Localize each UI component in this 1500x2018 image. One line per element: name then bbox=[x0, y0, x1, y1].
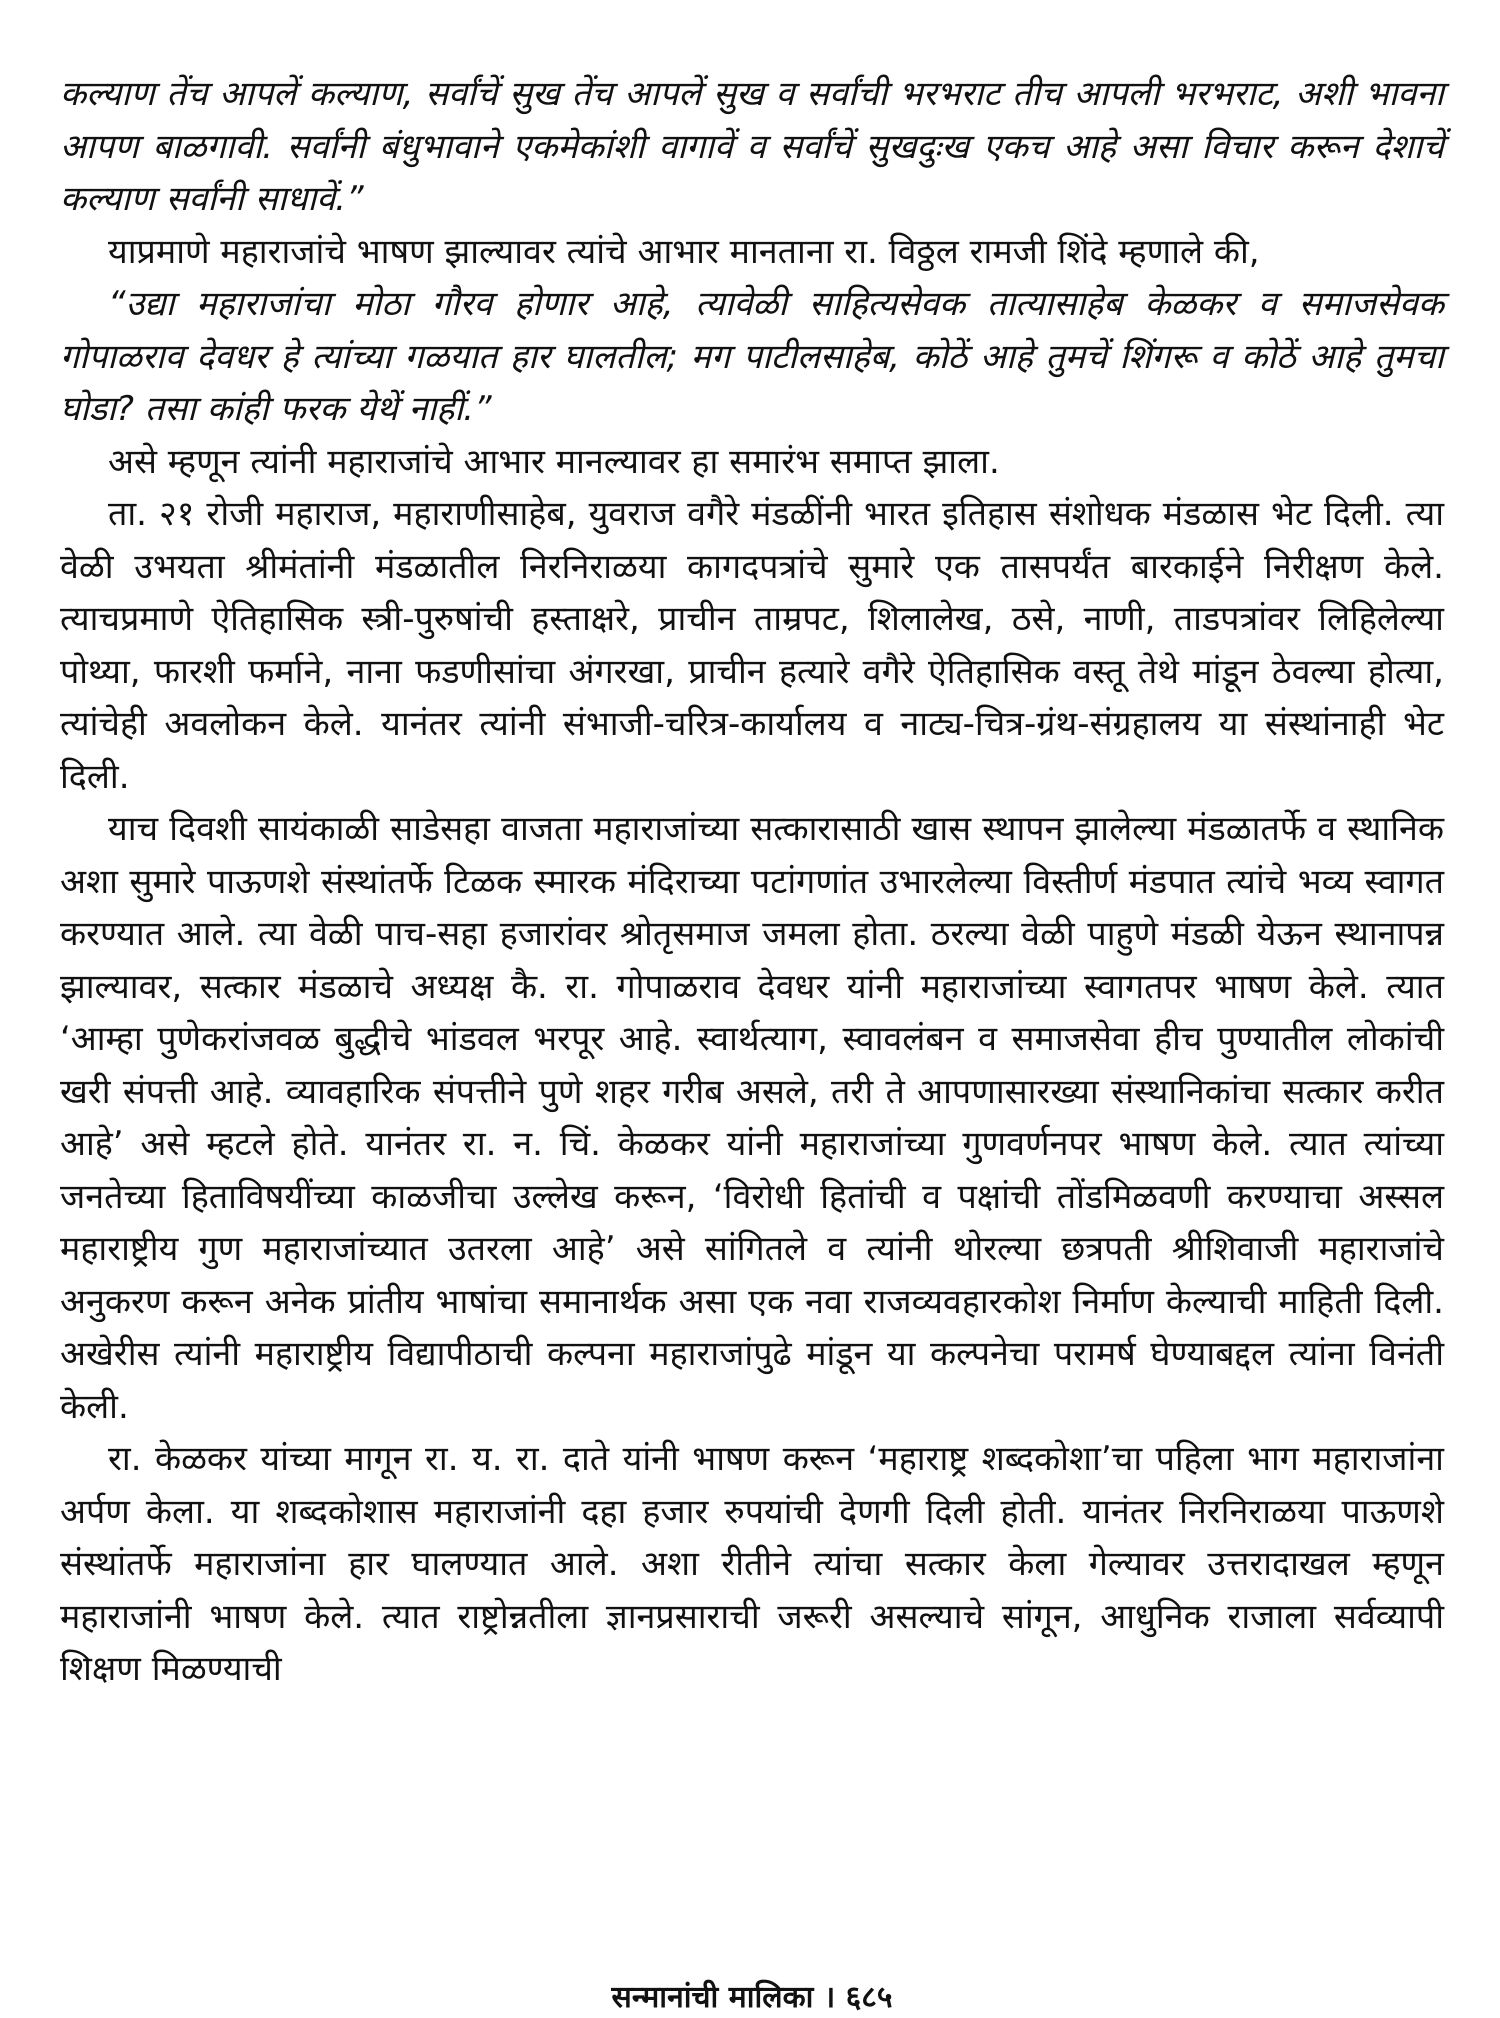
page-footer: सन्मानांची मालिका । ६८५ bbox=[611, 1980, 893, 2015]
paragraph-history-mandal-visit: ता. २१ रोजी महाराज, महाराणीसाहेब, युवराज वगैरे मंडळींनी भारत इतिहास संशोधक मंडळास भेट दिली. त्या वेळी उभयता श्रीमंतांनी मंडळातील निरनिराळया कागदपत्रांचे सुमारे एक तासपर्यंत बारकाईने निरीक्षण केले. त्याचप्रमाणे ऐतिहासिक स्त्री-पुरुषांची हस्ताक्षरे, प्राचीन ताम्रपट, शिलालेख, ठसे, नाणी, ताडपत्रांवर लिहिलेल्या पोथ्या, फारशी फर्माने, नाना फडणीसांचा अंगरखा, प्राचीन हत्यारे वगैरे ऐतिहासिक वस्तू तेथे मांडून ठेवल्या होत्या, त्यांचेही अवलोकन केले. यानंतर त्यांनी संभाजी-चरित्र-कार्यालय व नाट्य-चित्र-ग्रंथ-संग्रहालय या संस्थांनाही भेट दिली. bbox=[60, 494, 1444, 797]
document-page bbox=[60, 68, 1444, 2015]
paragraph-dictionary-dedication: रा. केळकर यांच्या मागून रा. य. रा. दाते यांनी भाषण करून ‘महाराष्ट्र शब्दकोशा’चा पहिला भाग महाराजांना अर्पण केला. या शब्दकोशास महाराजांनी दहा हजार रुपयांची देणगी दिली होती. यानंतर निरनिराळया पाऊणशे संस्थांतर्फे महाराजांना हार घालण्यात आले. अशा रीतीने त्यांचा सत्कार केला गेल्यावर उत्तरादाखल म्हणून महाराजांनी भाषण केले. त्यात राष्ट्रोन्नतीला ज्ञानप्रसाराची जरूरी असल्याचे सांगून, आधुनिक राजाला सर्वव्यापी शिक्षण मिळण्याची bbox=[60, 1439, 1444, 1689]
quote-shinde: “उद्या महाराजांचा मोठा गौरव होणार आहे, त्यावेळी साहित्यसेवक तात्यासाहेब केळकर व समाजसेवक गोपाळराव देवधर हे त्यांच्या गळयात हार घालतील; मग पाटीलसाहेब, कोठें आहे तुमचें शिंगरू व कोठें आहे तुमचा घोडा? तसा कांही फरक येथें नाहीं.” bbox=[60, 284, 1444, 429]
paragraph-vote-of-thanks: याप्रमाणे महाराजांचे भाषण झाल्यावर त्यांचे आभार मानताना रा. विठ्ठल रामजी शिंदे म्हणाले की, bbox=[108, 231, 1260, 272]
quote-continuation: कल्याण तेंच आपलें कल्याण, सर्वांचें सुख तेंच आपलें सुख व सर्वांची भरभराट तीच आपली भरभराट, अशी भावना आपण बाळगावी. सर्वांनी बंधुभावाने एकमेकांशी वागावें व सर्वांचें सुखदुःख एकच आहे असा विचार करून देशाचें कल्याण सर्वांनी साधावें.” bbox=[60, 74, 1444, 219]
paragraph-ceremony-end: असे म्हणून त्यांनी महाराजांचे आभार मानल्यावर हा समारंभ समाप्त झाला. bbox=[108, 441, 1000, 482]
paragraph-felicitation: याच दिवशी सायंकाळी साडेसहा वाजता महाराजांच्या सत्कारासाठी खास स्थापन झालेल्या मंडळातर्फे व स्थानिक अशा सुमारे पाऊणशे संस्थांतर्फे टिळक स्मारक मंदिराच्या पटांगणांत उभारलेल्या विस्तीर्ण मंडपात त्यांचे भव्य स्वागत करण्यात आले. त्या वेळी पाच-सहा हजारांवर श्रोतृसमाज जमला होता. ठरल्या वेळी पाहुणे मंडळी येऊन स्थानापन्न झाल्यावर, सत्कार मंडळाचे अध्यक्ष कै. रा. गोपाळराव देवधर यांनी महाराजांच्या स्वागतपर भाषण केले. त्यात ‘आम्हा पुणेकरांजवळ बुद्धीचे भांडवल भरपूर आहे. स्वार्थत्याग, स्वावलंबन व समाजसेवा हीच पुण्यातील लोकांची खरी संपत्ती आहे. व्यावहारिक संपत्तीने पुणे शहर गरीब असले, तरी ते आपणासारख्या संस्थानिकांचा सत्कार करीत आहे’ असे म्हटले होते. यानंतर रा. न. चिं. केळकर यांनी महाराजांच्या गुणवर्णनपर भाषण केले. त्यात त्यांच्या जनतेच्या हिताविषयींच्या काळजीचा उल्लेख करून, ‘विरोधी हितांची व पक्षांची तोंडमिळवणी करण्याचा अस्सल महाराष्ट्रीय गुण महाराजांच्यात उतरला आहे’ असे सांगितले व त्यांनी थोरल्या छत्रपती श्रीशिवाजी महाराजांचे अनुकरण करून अनेक प्रांतीय भाषांचा समानार्थक असा एक नवा राजव्यवहारकोश निर्माण केल्याची माहिती दिली. अखेरीस त्यांनी महाराष्ट्रीय विद्यापीठाची कल्पना महाराजांपुढे मांडून या कल्पनेचा परामर्ष घेण्याबद्दल त्यांना विनंती केली. bbox=[60, 809, 1444, 1427]
